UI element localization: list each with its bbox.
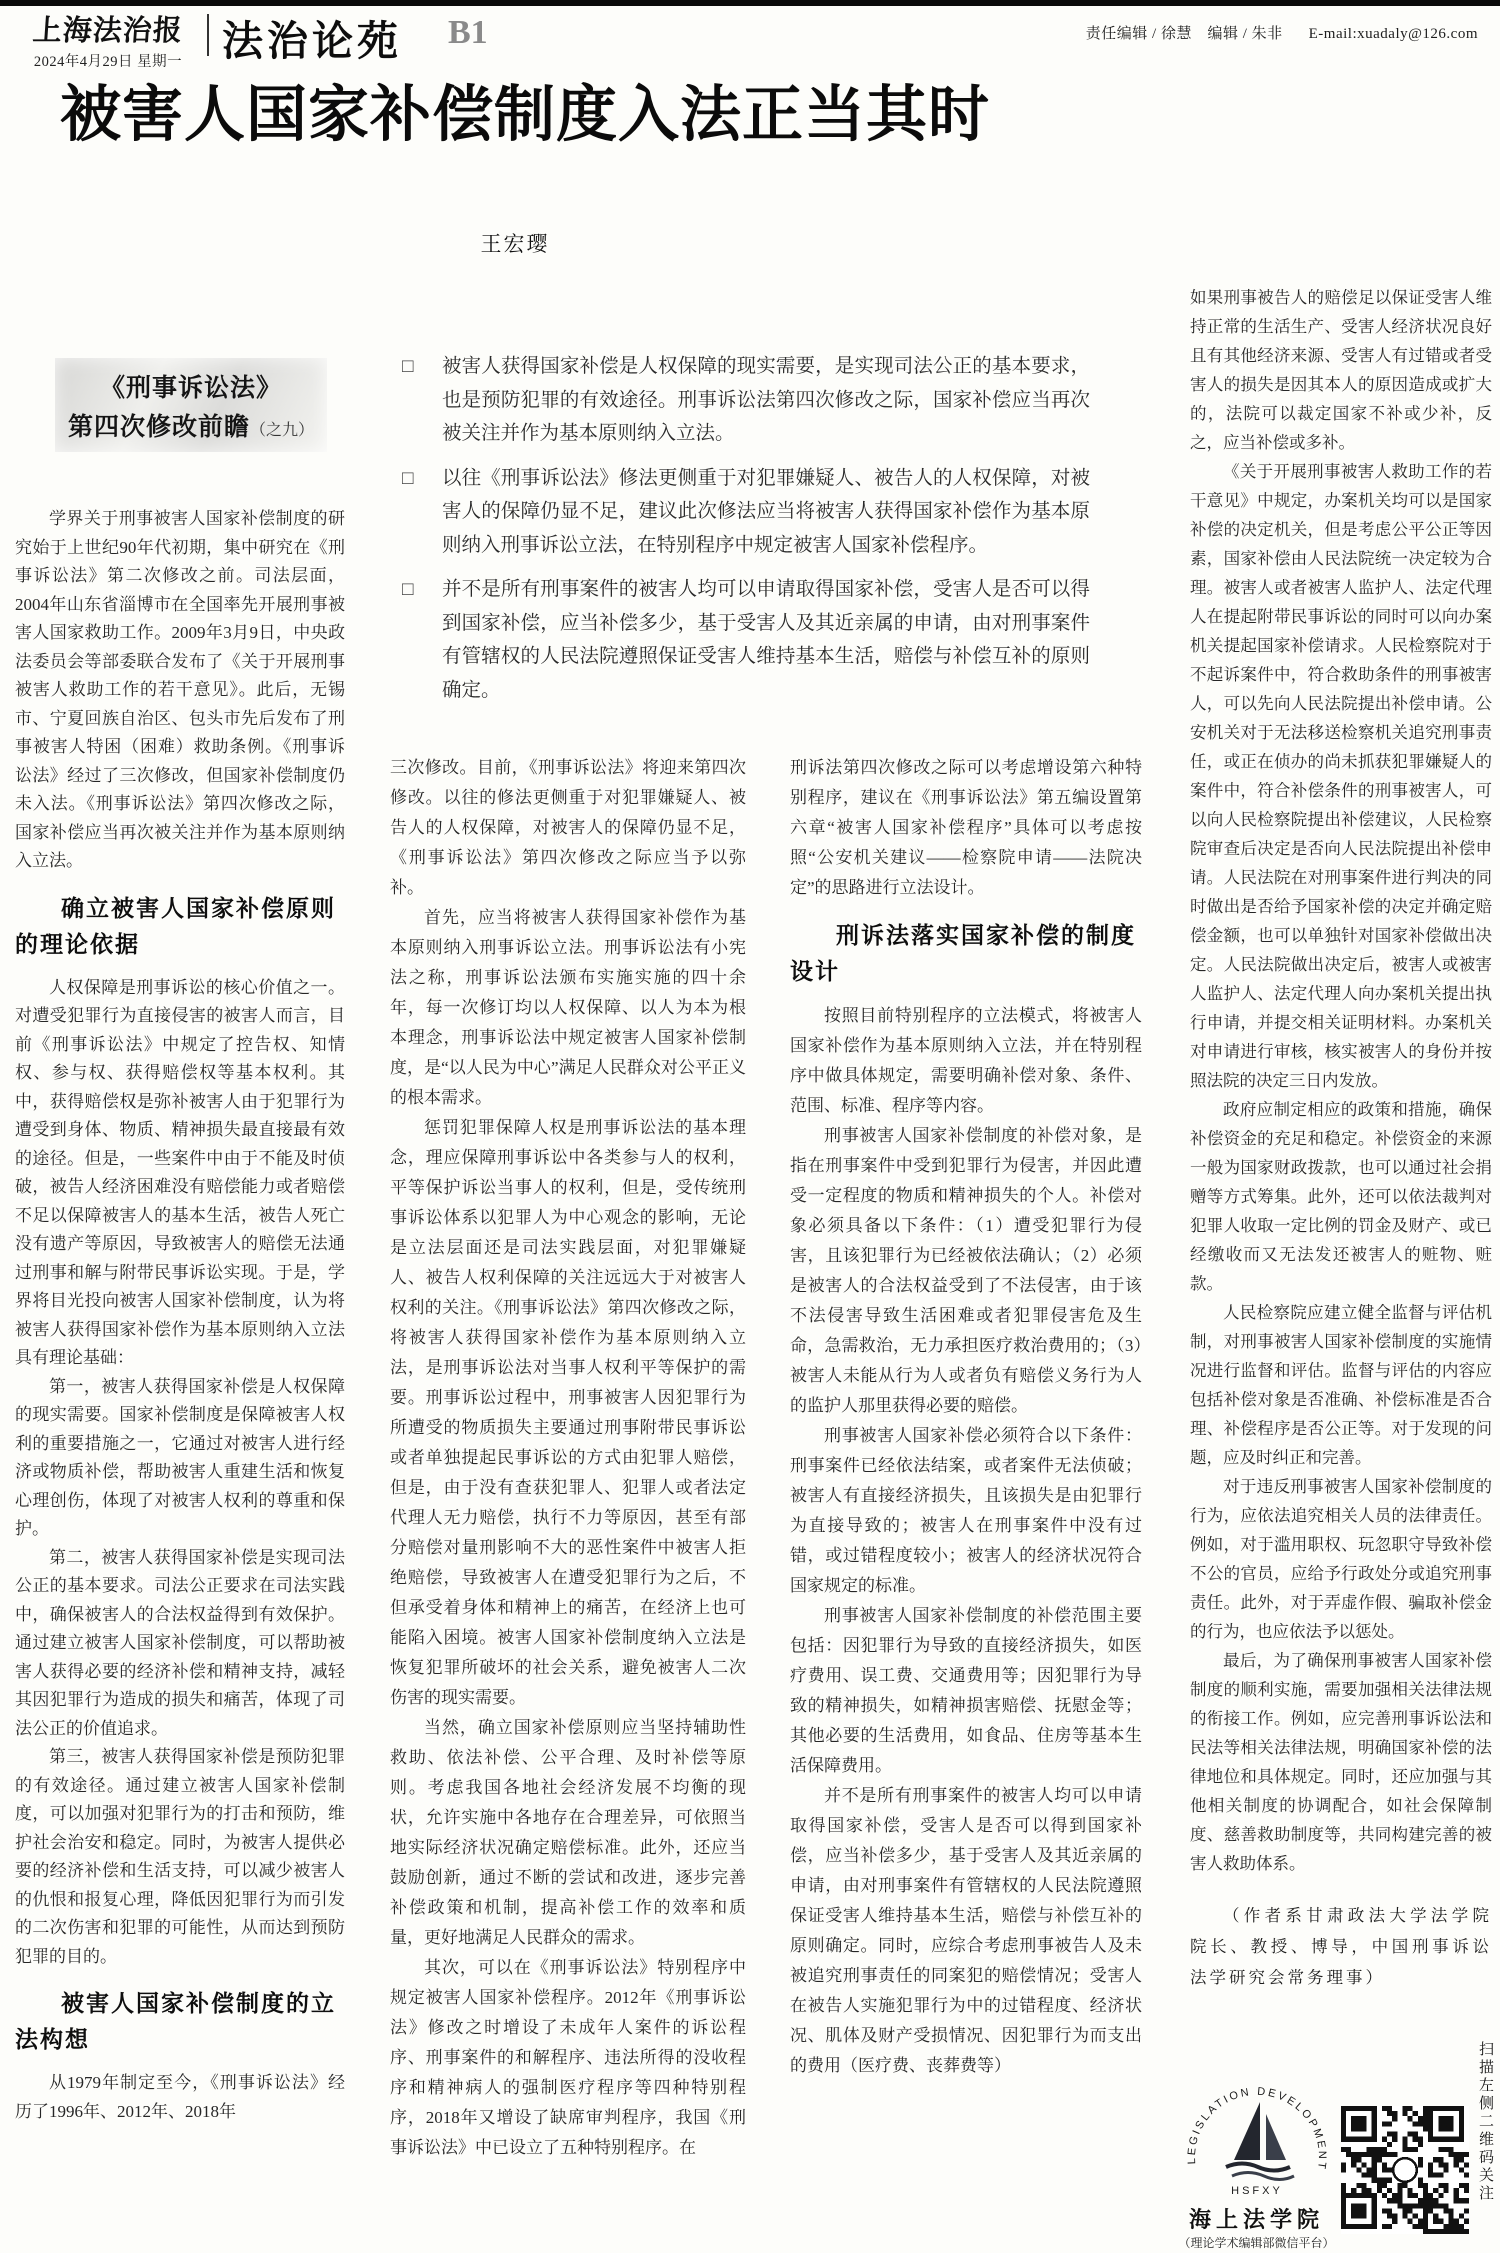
checkbox-icon: □ bbox=[402, 356, 414, 377]
series-box-line1: 《刑事诉讼法》 bbox=[99, 373, 282, 402]
paragraph: 第一，被害人获得国家补偿是人权保障的现实需要。国家补偿制度是保障被害人权利的重要措施之一，它通过对被害人进行经济或物质补偿，帮助被害人重建生活和恢复心理创伤，体现了对被害人权利的尊重和保护。 bbox=[15, 1376, 345, 1538]
paragraph: 第二，被害人获得国家补偿是实现司法公正的基本要求。司法公正要求在司法实践中，确保被害人的合法权益得到有效保护。通过建立被害人国家补偿制度，可以帮助被害人获得必要的经济补偿和精神支持，减轻其因犯罪行为造成的损失和痛苦，体现了司法公正的价值追求。 bbox=[15, 1547, 345, 1738]
sailboat-logo-icon bbox=[1182, 2072, 1332, 2200]
paragraph: 当然，确立国家补偿原则应当坚持辅助性救助、依法补偿、公平合理、及时补偿等原则。考虑我国各地社会经济发展不均衡的现状，允许实施中各地存在合理差异，可依照当地实际经济状况确定赔偿标准。此外，还应当鼓励创新，通过不断的尝试和改进，逐步完善补偿政策和机制，提高补偿工作的效率和质量，更好地满足人民群众的需求。 bbox=[390, 1718, 746, 1947]
paragraph: 按照目前特别程序的立法模式，将被害人国家补偿作为基本原则纳入立法，并在特别程序中做具体规定，需要明确补偿对象、条件、范围、标准、程序等内容。 bbox=[790, 1006, 1142, 1115]
author-bio: （作者系甘肃政法大学法学院院长、教授、博导，中国刑事诉讼法学研究会常务理事） bbox=[1190, 1906, 1492, 1987]
column-2 bbox=[390, 753, 746, 2253]
paragraph: 人民检察院应建立健全监督与评估机制，对刑事被害人国家补偿制度的实施情况进行监督和评估。监督与评估的内容应包括补偿对象是否准确、补偿标准是否合理、补偿程序是否公正等。对于发现的问题，应及时纠正和完善。 bbox=[1190, 1303, 1492, 1467]
paragraph: 并不是所有刑事案件的被害人均可以申请取得国家补偿，受害人是否可以得到国家补偿，应当补偿多少，基于受害人及其近亲属的申请，由对刑事案件有管辖权的人民法院遵照保证受害人维持基本生活，赔偿与补偿互补的原则确定。同时，应综合考虑刑事被告人及未被追究刑事责任的同案犯的赔偿情况；受害人在被告人实施犯罪行为中的过错程度、经济状况、肌体及财产受损情况、因犯罪行为而支出的费用（医疗费、丧葬费等） bbox=[790, 1786, 1142, 2075]
paragraph: 三次修改。目前，《刑事诉讼法》将迎来第四次修改。以往的修法更侧重于对犯罪嫌疑人、被告人的人权保障，对被害人的保障仍显不足，《刑事诉讼法》第四次修改之际应当予以弥补。 bbox=[390, 758, 746, 897]
paragraph: 惩罚犯罪保障人权是刑事诉讼法的基本理念，理应保障刑事诉讼中各类参与人的权利，平等保护诉讼当事人的权利，但是，受传统刑事诉讼体系以犯罪人为中心观念的影响，无论是立法层面还是司法实践层面，对犯罪嫌疑人、被告人权利保障的关注远远大于对被害人权利的关注。《刑事诉讼法》第四次修改之际，将被害人获得国家补偿作为基本原则纳入立法，是刑事诉讼法对当事人权利平等保护的需要。刑事诉讼过程中，刑事被害人因犯罪行为所遭受的物质损失主要通过刑事附带民事诉讼或者单独提起民事诉讼的方式由犯罪人赔偿，但是，由于没有查获犯罪人、犯罪人或者法定代理人无力赔偿，执行不力等原因，甚至有部分赔偿对量刑影响不大的恶性案件中被害人拒绝赔偿，导致被害人在遭受犯罪行为之后，不但承受着身体和精神上的痛苦，在经济上也可能陷入困境。被害人国家补偿制度纳入立法是恢复犯罪所破坏的社会关系，避免被害人二次伤害的现实需要。 bbox=[390, 1118, 746, 1707]
column-1 bbox=[15, 505, 345, 2253]
paragraph: 第三，被害人获得国家补偿是预防犯罪的有效途径。通过建立被害人国家补偿制度，可以加强对犯罪行为的打击和预防，维护社会治安和稳定。同时，为被害人提供必要的经济补偿和生活支持，可以减少被害人的仇恨和报复心理，降低因犯罪行为而引发的二次伤害和犯罪的可能性，从而达到预防犯罪的目的。 bbox=[15, 1747, 345, 1966]
series-box bbox=[55, 358, 327, 452]
series-box-line2: 第四次修改前瞻（之九） bbox=[67, 412, 315, 441]
sail-left bbox=[1234, 2102, 1260, 2160]
section-heading-system-design: 刑诉法落实国家补偿的制度设计 bbox=[790, 922, 1136, 984]
date-line: 2024年4月29日 星期一 bbox=[33, 54, 183, 70]
column-4-continuation: 如果刑事被告人的赔偿足以保证受害人维持正常的生活生产、受害人经济状况良好且有其他经济来源、受害人有过错或者受害人的损失是因其本人的原因造成或扩大的，法院可以裁定国家不补或少补，反之，应当补偿或多补。 bbox=[1190, 288, 1492, 452]
logo-abbr: HSFXY bbox=[1230, 2185, 1283, 2197]
paragraph: 刑事被害人国家补偿必须符合以下条件：刑事案件已经依法结案，或者案件无法侦破；被害人有直接经济损失，且该损失是由犯罪行为直接导致的；被害人在刑事案件中没有过错，或过错程度较小；被害人的经济状况符合国家规定的标准。 bbox=[790, 1426, 1142, 1595]
series-box-part-number: （之九） bbox=[250, 421, 315, 439]
column-3-continuation: 刑诉法第四次修改之际可以考虑增设第六种特别程序，建议在《刑事诉讼法》第五编设置第六章“被害人国家补偿程序”具体可以考虑按照“公安机关建议——检察院申请——法院决定”的思路进行立法设计。 bbox=[790, 758, 1142, 897]
summary-bullet-text: 并不是所有刑事案件的被害人均可以申请取得国家补偿，受害人是否可以得到国家补偿，应当补偿多少，基于受害人及其近亲属的申请，由对刑事案件有管辖权的人民法院遵照保证受害人维持基本生活，赔偿与补偿互补的原则确定。 bbox=[442, 578, 1090, 701]
summary-bullet-text: 被害人获得国家补偿是人权保障的现实需要，是实现司法公正的基本要求，也是预防犯罪的有效途径。刑事诉讼法第四次修改之际，国家补偿应当再次被关注并作为基本原则纳入立法。 bbox=[442, 355, 1090, 444]
summary-bullets bbox=[398, 350, 1090, 718]
paragraph: 最后，为了确保刑事被害人国家补偿制度的顺利实施，需要加强相关法律法规的衔接工作。例如，应完善刑事诉讼法和民法等相关法律法规，明确国家补偿的法律地位和具体规定。同时，还应加强与其他相关制度的协调配合，如社会保障制度、慈善救助制度等，共同构建完善的被害人救助体系。 bbox=[1190, 1651, 1492, 1873]
column-1-intro bbox=[15, 505, 345, 876]
column-3-body bbox=[790, 1001, 1142, 2081]
paragraph: 首先，应当将被害人获得国家补偿作为基本原则纳入刑事诉讼立法。刑事诉讼法有小宪法之称，刑事诉讼法颁布实施实施的四十余年，每一次修订均以人权保障、以人为本为根本理念，刑事诉讼法中规定被害人国家补偿制度，是“以人民为中心”满足人民群众对公平正义的根本需求。 bbox=[390, 908, 746, 1107]
page-number: B1 bbox=[448, 14, 488, 51]
wave-line bbox=[1226, 2164, 1290, 2171]
column-4-body bbox=[1190, 457, 1492, 1878]
paragraph: 刑事被害人国家补偿制度的补偿对象，是指在刑事案件中受到犯罪行为侵害，并因此遭受一定程度的物质和精神损失的个人。补偿对象必须具备以下条件：（1）遭受犯罪行为侵害，且该犯罪行为已经被依法确认；（2）必须是被害人的合法权益受到了不法侵害，由于该不法侵害导致生活困难或者犯罪侵害危及生命，急需救治，无力承担医疗救治费用的；（3）被害人未能从行为人或者负有赔偿义务行为人的监护人那里获得必要的赔偿。 bbox=[790, 1126, 1142, 1415]
summary-bullet bbox=[398, 350, 1090, 451]
summary-bullet-text: 以往《刑事诉讼法》修法更侧重于对犯罪嫌疑人、被告人的人权保障，对被害人的保障仍显不足，建议此次修法应当将被害人获得国家补偿作为基本原则纳入刑事诉讼立法，在特别程序中规定被害人国家补偿程序。 bbox=[442, 466, 1090, 556]
column-1-tail bbox=[15, 2069, 345, 2126]
hsfxy-logo bbox=[1178, 2072, 1335, 2251]
paragraph: 《关于开展刑事被害人救助工作的若干意见》中规定，办案机关均可以是国家补偿的决定机关，但是考虑公平公正等因素，国家补偿由人民法院统一决定较为合理。被害人或者被害人监护人、法定代理人在提起附带民事诉讼的同时可以向办案机关提起国家补偿请求。人民检察院对于不起诉案件中，符合救助条件的刑事被害人，可以先向人民法院提出补偿申请。公安机关对于无法移送检察机关追究刑事责任，或正在侦办的尚未抓获犯罪嫌疑人的案件中，符合补偿条件的刑事被害人，可以向人民检察院提出补偿建议，人民检察院审查后决定是否向人民法院提出补偿申请。人民法院在对刑事案件进行判决的同时做出是否给予国家补偿的决定并确定赔偿金额，也可以单独针对国家补偿做出决定。人民法院做出决定后，被害人或被害人监护人、法定代理人向办案机关提出执行申请，并提交相关证明材料。办案机关对申请进行审核，核实被害人的身份并按照法院的决定三日内发放。 bbox=[1190, 462, 1492, 1090]
org-subtitle: （理论学术编辑部微信平台） bbox=[1178, 2236, 1335, 2250]
wave-line-2 bbox=[1232, 2173, 1294, 2180]
section-title: 法治论苑 bbox=[222, 18, 402, 64]
page-header bbox=[0, 6, 1500, 70]
column-1-body bbox=[15, 974, 345, 1972]
footer-logo-row bbox=[1178, 2036, 1496, 2251]
org-name: 海上法学院 bbox=[1188, 2207, 1324, 2232]
editor-line bbox=[1086, 22, 1478, 43]
author-name: 王宏璎 bbox=[480, 232, 550, 256]
paragraph: 刑事被害人国家补偿制度的补偿范围主要包括：因犯罪行为导致的直接经济损失，如医疗费用、误工费、交通费用等；因犯罪行为导致的精神损失，如精神损害赔偿、抚慰金等；其他必要的生活费用，如食品、住房等基本生活保障费用。 bbox=[790, 1606, 1142, 1775]
paragraph: 学界关于刑事被害人国家补偿制度的研究始于上世纪90年代初期，集中研究在《刑事诉讼法》第二次修改之前。司法层面，2004年山东省淄博市在全国率先开展刑事被害人国家救助工作。2009年3月9日，中央政法委员会等部委联合发布了《关于开展刑事被害人救助工作的若干意见》。此后，无锡市、宁夏回族自治区、包头市先后发布了刑事被害人特困（困难）救助条例。《刑事诉讼法》经过了三次修改，但国家补偿制度仍未入法。《刑事诉讼法》第四次修改之际，国家补偿应当再次被关注并作为基本原则纳入立法。 bbox=[15, 509, 345, 870]
paragraph: 对于违反刑事被害人国家补偿制度的行为，应依法追究相关人员的法律责任。例如，对于滥用职权、玩忽职守导致补偿不公的官员，应给予行政处分或追究刑事责任。此外，对于弄虚作假、骗取补偿金的行为，也应依法予以惩处。 bbox=[1190, 1477, 1492, 1641]
logo-arc-text: LEGISLATION DEVELOPMENT bbox=[1185, 2085, 1328, 2172]
column-4 bbox=[1190, 283, 1492, 2033]
paragraph: 其次，可以在《刑事诉讼法》特别程序中规定被害人国家补偿程序。2012年《刑事诉讼法》修改之时增设了未成年人案件的诉讼程序、刑事案件的和解程序、违法所得的没收程序和精神病人的强制医疗程序等四种特别程序，2018年又增设了缺席审判程序，我国《刑事诉讼法》中已设立了五种特别程序。在 bbox=[390, 1958, 746, 2157]
checkbox-icon: □ bbox=[402, 579, 414, 600]
editor-names: 责任编辑 / 徐慧 编辑 / 朱非 bbox=[1085, 26, 1283, 42]
newspaper-logo: 上海法治报 bbox=[31, 15, 184, 47]
column-2-body bbox=[390, 753, 746, 2163]
checkbox-icon: □ bbox=[402, 467, 414, 489]
sail-right bbox=[1266, 2114, 1286, 2160]
paragraph: 政府应制定相应的政策和措施，确保补偿资金的充足和稳定。补偿资金的来源一般为国家财政拨款，也可以通过社会捐赠等方式筹集。此外，还可以依法裁判对犯罪人收取一定比例的罚金及财产、或已经缴收而又无法发还被害人的赃物、赃款。 bbox=[1190, 1100, 1492, 1293]
paragraph: 人权保障是刑事诉讼的核心价值之一。对遭受犯罪行为直接侵害的被害人而言，目前《刑事诉讼法》中规定了控告权、知情权、参与权、获得赔偿权等基本权利。其中，获得赔偿权是弥补被害人由于犯罪行为遭受到身体、物质、精神损失最直接最有效的途径。但是，一些案件中由于不能及时侦破，被告人经济困难没有赔偿能力或者赔偿不足以保障被害人的基本生活，被告人死亡没有遗产等原因，导致被害人的赔偿无法通过刑事和解与附带民事诉讼实现。于是，学界将目光投向被害人国家补偿制度，认为将被害人获得国家补偿作为基本原则纳入立法具有理论基础： bbox=[15, 977, 345, 1367]
paragraph: 从1979年制定至今，《刑事诉讼法》经历了1996年、2012年、2018年 bbox=[15, 2073, 345, 2121]
header-divider bbox=[207, 14, 209, 56]
masthead bbox=[18, 8, 198, 71]
column-3 bbox=[790, 753, 1142, 2253]
qr-caption: 扫描左侧二维码关注 bbox=[1477, 2041, 1493, 2203]
qr-code-icon bbox=[1341, 2106, 1469, 2234]
section-heading-theory: 确立被害人国家补偿原则的理论依据 bbox=[15, 894, 336, 957]
headline: 被害人国家补偿制度入法正当其时 bbox=[60, 82, 991, 149]
summary-bullet bbox=[398, 573, 1090, 707]
section-heading-legislation-idea: 被害人国家补偿制度的立法构想 bbox=[15, 1990, 336, 2052]
editor-email: E-mail:xuadaly@126.com bbox=[1308, 26, 1478, 42]
qr-code bbox=[1341, 2106, 1469, 2239]
summary-bullet bbox=[398, 462, 1090, 563]
